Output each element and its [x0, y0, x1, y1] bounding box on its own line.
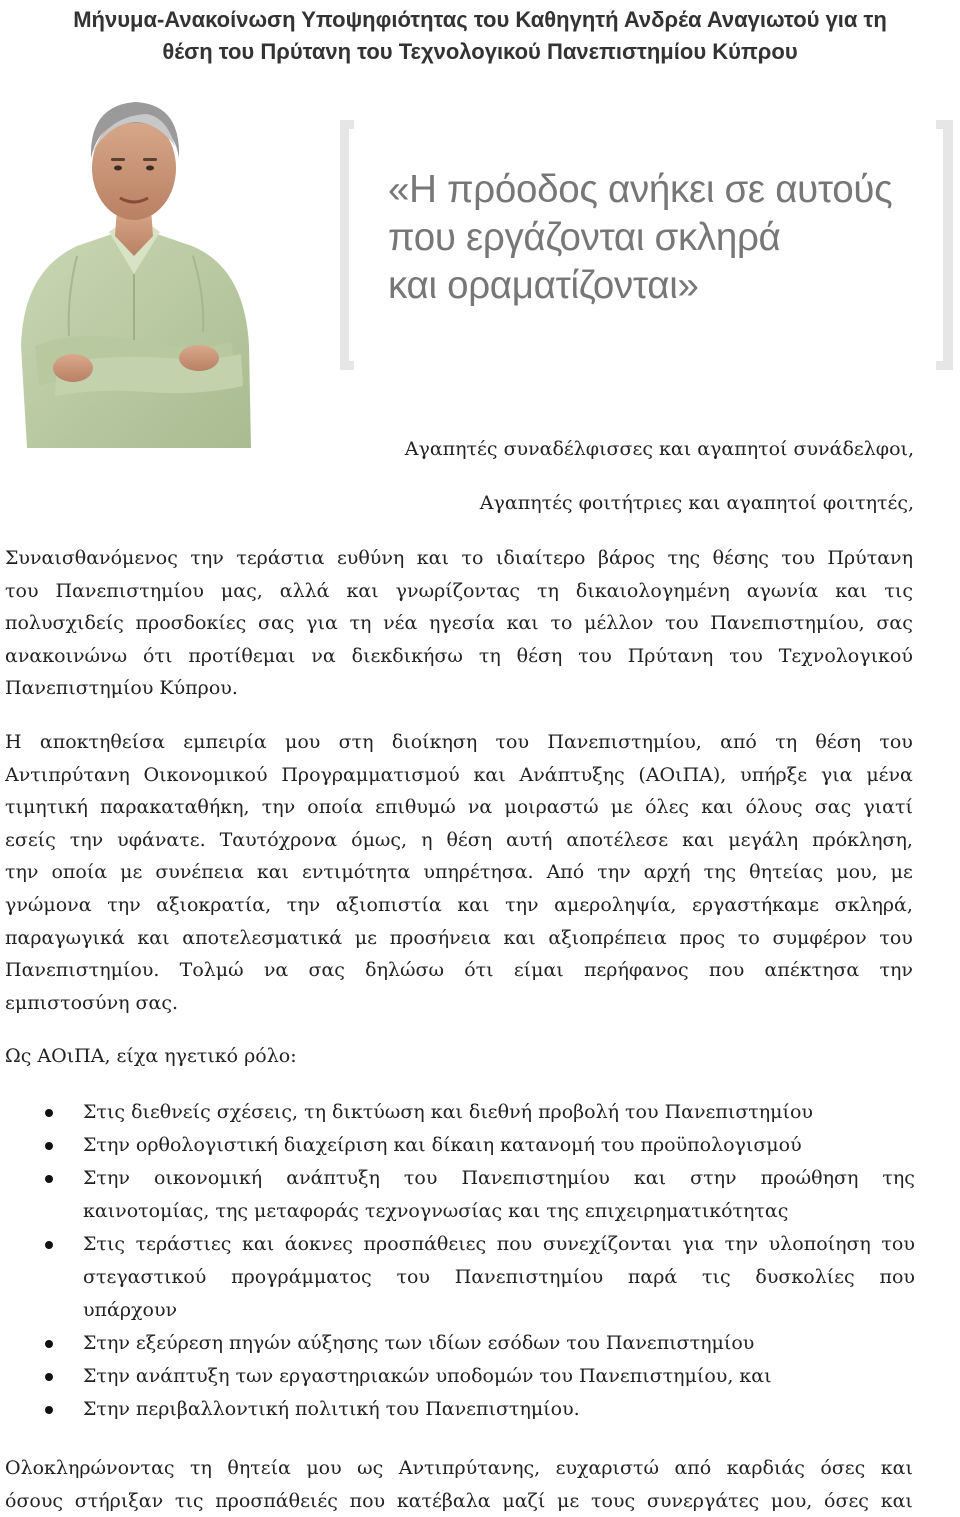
word: οποία — [51, 861, 108, 884]
word: ότι — [143, 644, 173, 667]
word: προώθηση — [760, 1167, 859, 1189]
word: και — [880, 1489, 913, 1512]
text-line — [5, 726, 913, 759]
word: τις — [884, 579, 913, 602]
word: με — [557, 1489, 580, 1512]
text-line — [5, 954, 913, 987]
word: Συναισθανόμενος — [5, 547, 178, 569]
word: θέση — [446, 828, 493, 851]
word: προς — [679, 926, 726, 949]
word: οικονομική — [153, 1167, 263, 1189]
word: παραγωγικά — [5, 926, 125, 949]
word: θητεία — [227, 1457, 291, 1479]
word: να — [263, 959, 289, 982]
word: τεράστια — [236, 547, 325, 569]
word: μου — [285, 731, 321, 753]
word: παρακαταθήκη, — [100, 796, 250, 819]
bullet-icon — [45, 1109, 53, 1117]
word: συνέπεια — [155, 861, 244, 884]
word: προσπάθειές — [215, 1489, 338, 1512]
text-line — [5, 640, 913, 673]
word: πολυσχιδείς — [5, 612, 124, 635]
word: υπήρξε — [740, 763, 808, 786]
word: της — [703, 861, 737, 884]
word: αγωνία — [746, 579, 819, 602]
word: και — [346, 579, 379, 602]
word: ανακοινώνω — [5, 644, 128, 667]
word: του — [729, 644, 763, 667]
word: αποτέλεσε — [566, 828, 669, 851]
word: και — [457, 893, 490, 916]
word: εργαστήκαμε — [692, 893, 819, 916]
word: που — [879, 1266, 915, 1288]
word: την — [724, 1233, 759, 1255]
word: του — [879, 731, 913, 753]
word: αλλά — [279, 579, 330, 602]
word: Πανεπιστημίου — [55, 579, 204, 602]
word: συμφέρον — [772, 926, 867, 949]
word: και — [880, 1457, 913, 1479]
word: μας, — [220, 579, 263, 602]
word: ανάπτυξη — [286, 1167, 380, 1189]
word: προσδοκίες — [135, 612, 247, 635]
word: ευχαριστώ — [555, 1457, 659, 1479]
word: την — [286, 893, 321, 916]
word: όσες — [824, 1489, 869, 1512]
word: την — [190, 547, 224, 569]
text-line — [5, 824, 913, 857]
bullet-icon — [45, 1241, 53, 1249]
text-line — [5, 1485, 913, 1517]
word: μου, — [836, 861, 878, 884]
word: Πανεπιστημίου. — [5, 959, 160, 982]
word: από — [720, 731, 757, 753]
word: παρά — [627, 1266, 678, 1288]
word: να — [467, 796, 493, 819]
word: την — [5, 861, 39, 884]
word: καρδιάς — [726, 1457, 805, 1479]
word: Ανάπτυξης — [519, 763, 625, 786]
word: το — [461, 547, 484, 569]
word: για — [306, 612, 338, 635]
text-line — [5, 856, 913, 889]
word: μεγάλη — [728, 828, 799, 851]
text-line — [5, 759, 913, 792]
word: συνεχίζονται — [542, 1233, 672, 1255]
bullet-icon — [45, 1373, 53, 1381]
word: πρόκληση, — [812, 828, 913, 851]
word: τις — [702, 1266, 731, 1288]
word: διοίκηση — [391, 731, 478, 753]
word: προσπάθειες — [363, 1233, 487, 1255]
quote-text — [388, 166, 892, 310]
text-line: Στην εξεύρεση πηγών αύξησης των ιδίων εσόδων του Πανεπιστημίου — [83, 1332, 755, 1354]
roles-list-item — [5, 1162, 915, 1228]
word: νέα — [383, 612, 418, 635]
word: με — [890, 861, 913, 884]
word: Αντιπρύτανης, — [398, 1457, 541, 1479]
word: αμεροληψία, — [554, 893, 677, 916]
word: απέκτησα — [764, 959, 860, 982]
word: για — [682, 1233, 715, 1255]
word: Πρύτανη — [827, 547, 913, 569]
roles-list-item — [5, 1129, 915, 1162]
word: οποία — [307, 796, 363, 819]
word: αποτελεσματικά — [182, 926, 343, 949]
text-line: Στην ανάπτυξη των εργαστηριακών υποδομών του Πανεπιστημίου, και — [83, 1365, 772, 1387]
word: μένα — [866, 763, 913, 786]
text-line — [5, 542, 913, 575]
text-line: Στην ορθολογιστική διαχείριση και δίκαιη κατανομή του προϋπολογισμού — [83, 1134, 802, 1156]
bullet-icon — [45, 1340, 53, 1348]
word: θητείας — [749, 861, 824, 884]
word: τις — [174, 1489, 204, 1512]
greeting-students: Αγαπητές φοιτήτριες και αγαπητοί φοιτητές, — [479, 492, 914, 514]
word: και — [137, 926, 170, 949]
word: Ολοκληρώνοντας — [5, 1457, 175, 1479]
word: για — [820, 763, 853, 786]
word: γιατί — [863, 796, 913, 819]
bullet-icon — [45, 1175, 53, 1183]
word: μέλλον — [584, 612, 654, 635]
word: δηλώσω — [365, 959, 444, 982]
roles-list-item — [5, 1096, 915, 1129]
word: τεράστιες — [135, 1233, 232, 1255]
word: Στην — [83, 1167, 130, 1189]
word: μου, — [770, 1489, 813, 1512]
word: στεγαστικού — [83, 1266, 207, 1288]
text-line: υπάρχουν — [83, 1299, 178, 1321]
text-line — [5, 575, 913, 608]
word: συνεργάτες — [646, 1489, 760, 1512]
word: και — [473, 763, 506, 786]
word: Οικονομικού — [143, 763, 268, 786]
word: του — [5, 579, 39, 602]
word: η — [421, 828, 433, 851]
word: περήφανος — [583, 959, 689, 982]
word: (ΑΟιΠΑ), — [638, 763, 727, 786]
word: σας — [308, 959, 345, 982]
word: την — [107, 893, 141, 916]
word: μου — [306, 1457, 342, 1479]
word: ως — [357, 1457, 384, 1479]
roles-list-item — [5, 1327, 915, 1360]
word: τιμητική — [5, 796, 88, 819]
word: με — [120, 861, 143, 884]
bullet-icon — [45, 1406, 53, 1414]
word: προσήνεια — [389, 926, 491, 949]
word: σας — [876, 612, 913, 635]
word: σας — [258, 612, 295, 635]
word: τους — [590, 1489, 636, 1512]
title-line: Μήνυμα-Ανακοίνωση Υποψηφιότητας του Καθηγητή Ανδρέα Αναγιωτού για τη — [73, 7, 887, 32]
word: της — [882, 1167, 915, 1189]
word: αρχή — [643, 861, 691, 884]
word: με — [354, 926, 377, 949]
paragraph-closing — [5, 1452, 913, 1517]
word: όλες — [645, 796, 690, 819]
word: και — [256, 861, 289, 884]
word: του — [403, 1167, 438, 1189]
word: που — [708, 959, 745, 982]
word: του — [781, 547, 815, 569]
word: Ταυτόχρονα — [219, 828, 338, 851]
word: θέση — [815, 731, 862, 753]
word: κατέβαλα — [396, 1489, 491, 1512]
word: αξιοκρατία, — [156, 893, 272, 916]
word: τη — [775, 731, 798, 753]
word: ότι — [464, 959, 494, 982]
word: μοιραστώ — [504, 796, 599, 819]
word: του — [881, 1233, 915, 1255]
roles-intro — [5, 1040, 913, 1073]
word: του — [665, 612, 699, 635]
word: και — [242, 1233, 275, 1255]
word: Πρύτανη — [627, 644, 714, 667]
word: άοκνες — [284, 1233, 353, 1255]
roles-list-item — [5, 1228, 915, 1327]
word: το — [737, 926, 760, 949]
word: μαζί — [502, 1489, 546, 1512]
word: την — [879, 959, 913, 982]
word: προτίθεμαι — [188, 644, 296, 667]
text-line — [5, 1452, 913, 1485]
word: και — [682, 828, 715, 851]
word: στήριξαν — [74, 1489, 164, 1512]
text-line — [83, 1228, 915, 1261]
word: Πανεπιστημίου — [454, 1266, 604, 1288]
word: υλοποίηση — [768, 1233, 871, 1255]
paragraph-announcement — [5, 542, 913, 705]
word: από — [674, 1457, 712, 1479]
word: υπηρέτησα. — [423, 861, 534, 884]
word: Από — [546, 861, 585, 884]
word: της — [667, 547, 701, 569]
word: την — [261, 796, 296, 819]
text-line: εμπιστοσύνη σας. — [5, 991, 179, 1014]
word: την — [505, 893, 539, 916]
campaign-quote — [340, 120, 958, 370]
word: εμπειρία — [183, 731, 267, 753]
word: σκληρά, — [834, 893, 913, 916]
word: το — [550, 612, 573, 635]
word: του — [578, 644, 612, 667]
candidate-portrait-photo — [17, 96, 251, 448]
text-line: καινοτομίας, της μεταφοράς τεχνογνωσίας και της επιχειρηματικότητας — [83, 1200, 789, 1222]
text-line: Στις διεθνείς σχέσεις, τη δικτύωση και διεθνή προβολή του Πανεπιστημίου — [83, 1101, 813, 1123]
word: Προγραμματισμού — [281, 763, 460, 786]
quote-line: που εργάζονται σκληρά — [388, 216, 781, 259]
word: όμως, — [351, 828, 408, 851]
greeting-colleagues: Αγαπητές συναδέλφισσες και αγαπητοί συνάδελφοι, — [404, 438, 914, 460]
text-line — [5, 607, 913, 640]
word: ευθύνη — [336, 547, 405, 569]
bullet-icon — [45, 1142, 53, 1150]
word: αξιοπιστία — [335, 893, 442, 916]
word: σας — [814, 796, 852, 819]
word: όσους — [5, 1489, 64, 1512]
word: ιδιαίτερο — [495, 547, 586, 569]
word: δυσκολίες — [755, 1266, 855, 1288]
word: όλους — [745, 796, 803, 819]
quote-line: «Η πρόοδος ανήκει σε αυτούς — [388, 168, 893, 211]
word: τη — [349, 612, 372, 635]
word: αυτή — [506, 828, 553, 851]
word: προγράμματος — [231, 1266, 372, 1288]
word: και — [633, 1167, 667, 1189]
word: την — [69, 828, 104, 851]
word: όσες — [820, 1457, 866, 1479]
word: δικαιολογημένη — [575, 579, 730, 602]
word: Αντιπρύτανη — [5, 763, 130, 786]
word: και — [835, 579, 868, 602]
word: τη — [478, 644, 501, 667]
word: Πανεπιστημίου — [461, 1167, 610, 1189]
word: Πανεπιστημίου, — [710, 612, 865, 635]
word: που — [496, 1233, 533, 1255]
text-line — [83, 1261, 915, 1294]
word: και — [506, 612, 539, 635]
word: τη — [536, 579, 559, 602]
text-line — [83, 1162, 915, 1195]
word: Τολμώ — [179, 959, 244, 982]
word: γνώμονα — [5, 893, 92, 916]
word: επιθυμώ — [375, 796, 456, 819]
word: αποκτηθείσα — [39, 731, 165, 753]
word: Η — [5, 731, 22, 753]
word: την — [597, 861, 631, 884]
word: Πανεπιστημίου, — [547, 731, 702, 753]
word: γνωρίζοντας — [395, 579, 520, 602]
roles-list-item — [5, 1393, 915, 1426]
word: θέση — [516, 644, 563, 667]
roles-list-item — [5, 1360, 915, 1393]
word: του — [879, 926, 913, 949]
word: αξιοπρέπεια — [548, 926, 667, 949]
document-title — [0, 4, 960, 68]
word: Τεχνολογικού — [778, 644, 913, 667]
word: του — [396, 1266, 430, 1288]
word: που — [349, 1489, 386, 1512]
word: είμαι — [513, 959, 564, 982]
text-line — [5, 922, 913, 955]
word: θέσης — [712, 547, 769, 569]
word: εντιμότητα — [302, 861, 411, 884]
text-line: Στην περιβαλλοντική πολιτική του Πανεπιστημίου. — [83, 1398, 580, 1420]
word: και — [416, 547, 449, 569]
text-line: Πανεπιστημίου Κύπρου. — [5, 677, 238, 700]
word: στην — [690, 1167, 737, 1189]
word: του — [495, 731, 530, 753]
text-line: Ως ΑΟιΠΑ, είχα ηγετικό ρόλο: — [5, 1045, 297, 1067]
word: με — [610, 796, 633, 819]
word: διεκδικήσω — [351, 644, 463, 667]
word: Στις — [83, 1233, 126, 1255]
word: και — [503, 926, 536, 949]
word: τη — [190, 1457, 212, 1479]
roles-list — [5, 1096, 915, 1426]
word: υφάνατε. — [117, 828, 206, 851]
text-line — [5, 889, 913, 922]
quote-line: και οραματίζονται» — [388, 264, 699, 307]
word: βάρος — [597, 547, 656, 569]
word: ηγεσία — [429, 612, 495, 635]
word: να — [311, 644, 336, 667]
word: στη — [338, 731, 374, 753]
word: και — [701, 796, 734, 819]
title-line: θέση του Πρύτανη του Τεχνολογικού Πανεπιστημίου Κύπρου — [162, 39, 798, 64]
word: εσείς — [5, 828, 56, 851]
text-line — [5, 791, 913, 824]
paragraph-experience — [5, 726, 913, 1019]
